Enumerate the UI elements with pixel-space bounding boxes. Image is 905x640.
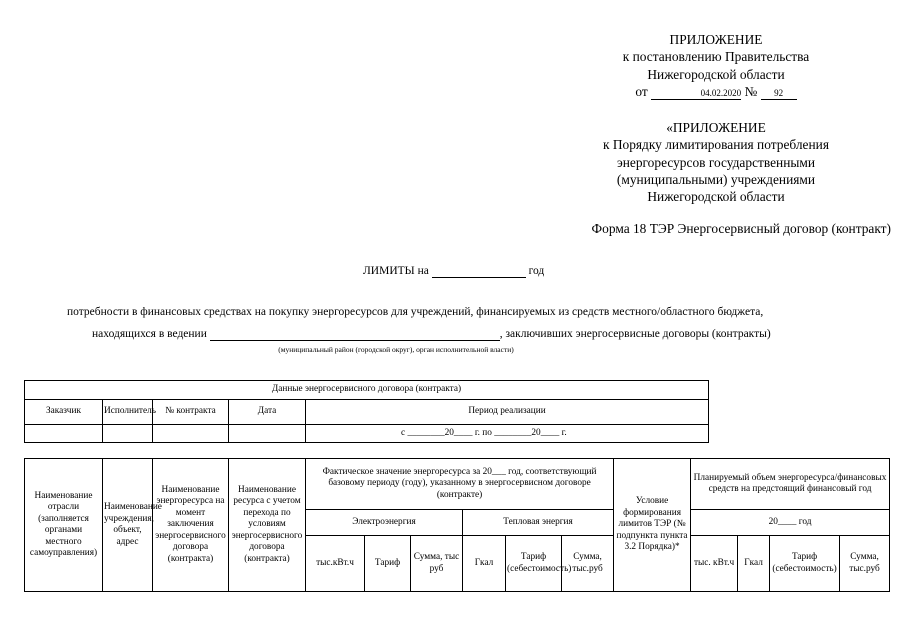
appendix2-line4: Нижегородской области <box>647 189 785 205</box>
limits-suffix: год <box>528 265 545 277</box>
form-title: Форма 18 ТЭР Энергосервисный договор (контракт) <box>591 221 891 236</box>
col-sector: Наименование отрасли (заполняется органами местного самоуправления) <box>25 459 103 592</box>
elec-kwh: тыс.кВт.ч <box>306 536 365 592</box>
col-customer: Заказчик <box>25 400 103 425</box>
limits-year-blank <box>432 265 526 278</box>
number-value: 92 <box>761 87 797 100</box>
jurisdiction-line <box>92 328 771 341</box>
appendix2-line3: (муниципальными) учреждениями <box>616 171 816 187</box>
col-institution: Наименование учреждения, объект, адрес <box>103 459 153 592</box>
period-range: с ________20____ г. по ________20____ г. <box>306 425 709 443</box>
limits-table <box>24 458 890 592</box>
appendix2-line1: к Порядку лимитирования потребления <box>602 137 829 153</box>
cell-contractor <box>103 425 153 443</box>
elec-sum: Сумма, тыс руб <box>411 536 463 592</box>
electricity-group: Электроэнергия <box>306 510 463 536</box>
col-condition: Условие формирования лимитов ТЭР (№ подпункта пункта 3.2 Порядка)* <box>614 459 691 592</box>
appendix-line1: к постановлению Правительства <box>622 49 810 65</box>
appendix-title: ПРИЛОЖЕНИЕ <box>669 32 763 47</box>
date-prefix: от <box>635 83 648 99</box>
contract-caption: Данные энергосервисного договора (контракта) <box>25 381 709 400</box>
cell-contract-number <box>153 425 229 443</box>
col-resource-terms: Наименование ресурса с учетом перехода по условиям энергосервисного договора (контракта) <box>229 459 306 592</box>
appendix-line2: Нижегородской области <box>647 66 785 82</box>
actual-group: Фактическое значение энергоресурса за 20___ год, соответствующий базовому периоду (году), указанному в энергосервисном договоре (контракте) <box>306 459 614 510</box>
limits-prefix: ЛИМИТЫ на <box>363 265 429 277</box>
jurisdiction-blank <box>210 328 500 341</box>
jurisdiction-prefix: находящихся в ведении <box>92 328 207 340</box>
plan-kwh: тыс. кВт.ч <box>691 536 738 592</box>
heat-tariff: Тариф (себестоимость) <box>506 536 562 592</box>
cell-date <box>229 425 306 443</box>
appendix2-block <box>578 119 854 205</box>
purpose-text: потребности в финансовых средствах на покупку энергоресурсов для учреждений, финансируемых из средств местного/областного бюджета, <box>67 306 764 318</box>
planned-group: Планируемый объем энергоресурса/финансовых средств на предстоящий финансовый год <box>691 459 890 510</box>
appendix2-line2: энергоресурсов государственными <box>616 154 816 170</box>
elec-tariff: Тариф <box>365 536 411 592</box>
plan-tariff: Тариф (себестоимость) <box>770 536 840 592</box>
plan-gcal: Гкал <box>738 536 770 592</box>
heat-sum: Сумма, тыс.руб <box>562 536 614 592</box>
jurisdiction-hint: (муниципальный район (городской округ), орган исполнительной власти) <box>278 345 514 354</box>
contract-table <box>24 380 709 443</box>
heat-group: Тепловая энергия <box>463 510 614 536</box>
limits-line <box>363 265 544 278</box>
appendix-block <box>598 31 834 100</box>
planned-year: 20____ год <box>691 510 890 536</box>
col-period: Период реализации <box>306 400 709 425</box>
col-date: Дата <box>229 400 306 425</box>
col-resource-contract: Наименование энергоресурса на момент заключения энергосервисного договора (контракта) <box>153 459 229 592</box>
appendix-date-line <box>598 83 834 100</box>
appendix2-title: «ПРИЛОЖЕНИЕ <box>666 120 766 135</box>
col-contract-number: № контракта <box>153 400 229 425</box>
date-value: 04.02.2020 <box>651 87 741 100</box>
col-contractor: Исполнитель <box>103 400 153 425</box>
heat-gcal: Гкал <box>463 536 506 592</box>
cell-customer <box>25 425 103 443</box>
jurisdiction-suffix: , заключивших энергосервисные договоры (контракты) <box>499 328 771 340</box>
plan-sum: Сумма, тыс.руб <box>840 536 890 592</box>
number-sign: № <box>744 83 758 99</box>
